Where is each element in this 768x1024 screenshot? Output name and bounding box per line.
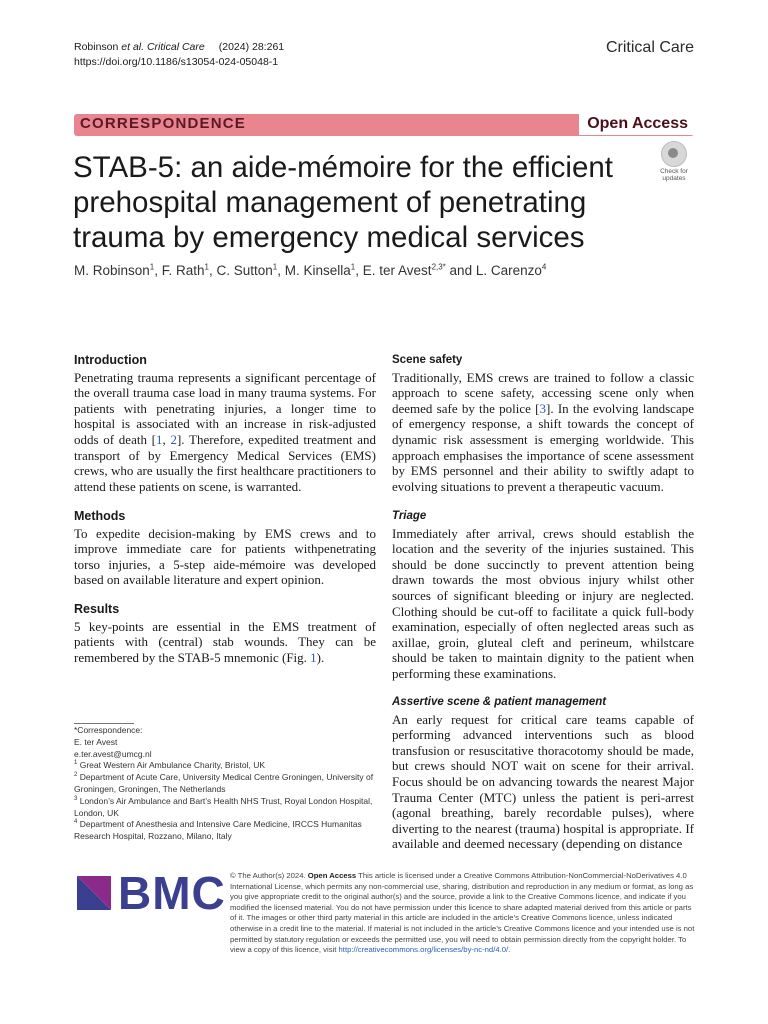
affiliation: $^1$ Great Western Air Ambulance Charity, Bristol, UK [74, 760, 266, 771]
section-heading: Triage [392, 510, 427, 522]
section-triage [392, 509, 694, 682]
article-type-label: CORRESPONDENCE [80, 115, 246, 132]
author-list: M. Robinson$^1$, F. Rath$^1$, C. Sutton$^1$, M. Kinsella$^1$, E. ter Avest$^{2,3*}$ and L. Carenzo$^4$ [74, 262, 547, 278]
open-access-label: Open Access [579, 113, 694, 135]
section-heading: Assertive scene & patient management [392, 696, 607, 708]
section-heading: Methods [74, 509, 126, 523]
section-heading: Introduction [74, 353, 147, 367]
author[interactable]: C. Sutton$^1$ [216, 262, 278, 278]
section-scene-safety [392, 353, 694, 494]
section-heading: Results [74, 602, 120, 616]
section-methods [74, 509, 376, 588]
citation-link[interactable]: 2 [170, 431, 177, 447]
section-results [74, 602, 376, 665]
email-link[interactable]: e.ter.avest@umcg.nl [74, 748, 152, 759]
bmc-logo-icon [77, 876, 111, 910]
running-header [74, 40, 284, 70]
section-assertive-management [392, 695, 694, 852]
citation: Robinson et al. Critical Care (2024) 28:261 [74, 41, 285, 53]
author[interactable]: L. Carenzo$^4$ [475, 262, 547, 278]
paragraph: Penetrating trauma represents a significant percentage of the overall trauma case load in many trauma systems. For patients with penetrating injuries, a longer time to hospital is associated with an increase in risk-adjusted odds of death [1, 2]. Therefore, expedited treatment and transport of by Emergency Medical Services (EMS) crews, who are usually the first healthcare practitioners to attend these patients on scene, is warranted. [74, 369, 376, 494]
doi-link[interactable]: https://doi.org/10.1186/s13054-024-05048-1 [74, 56, 279, 68]
correspondence-block: *Correspondence: E. ter Avest e.ter.avest@umcg.nl $^1$ Great Western Air Ambulance Charity, Bristol, UK $^2$ Department of Acute Care, University Medical Centre Groningen, University of Groningen, Groningen, The Netherlands $^3$ London’s Air Ambulance and Bart’s Health NHS Trust, Royal London Hospital, London, UK $^4$ Department of Anesthesia and Intensive Care Medicine, IRCCS Humanitas Research Hospital, Rozzano, Milano, Italy [74, 725, 374, 842]
citation-link[interactable]: 1 [155, 431, 163, 447]
license-text: © The Author(s) 2024. Open Access This article is licensed under a Creative Commons Attribution-NonCommercial-NoDerivatives 4.0 International License, which permits any non-commercial use, sharing, distribution and reproduction in any medium or format, as long as you give appropriate credit to the original author(s) and the source, provide a link to the Creative Commons licence, and indicate if you modified the licensed material. You do not have permission under this licence to share adapted material derived from this article or parts of it. The images or other third party material in this article are included in the article’s Creative Commons licence, unless indicated otherwise in a credit line to the material. If material is not included in the article’s Creative Commons licence and your intended use is not permitted by statutory regulation or exceeds the permitted use, you will need to obtain permission directly from the copyright holder. To view a copy of this licence, visit http://creativecommons.org/licenses/by-nc-nd/4.0/. [230, 871, 695, 955]
affiliation: $^3$ London’s Air Ambulance and Bart’s Health NHS Trust, Royal London Hospital, London, UK [74, 795, 373, 818]
license-link[interactable]: http://creativecommons.org/licenses/by-nc-nd/4.0/ [338, 945, 509, 955]
paragraph: To expedite decision-making by EMS crews and to improve immediate care for patients withpenetrating torso injuries, a 5-step aide-mémoire was developed based on available literature and expert opinion. [74, 525, 376, 588]
paragraph: 5 key-points are essential in the EMS treatment of patients with (central) stab wounds. They can be remembered by the STAB-5 mnemonic (Fig. 1). [74, 618, 376, 665]
section-heading: Scene safety [392, 354, 463, 366]
citation-link[interactable]: 3 [539, 400, 547, 416]
affiliation: $^2$ Department of Acute Care, University Medical Centre Groningen, University of Groningen, Groningen, The Netherlands [74, 772, 374, 794]
check-for-updates-badge[interactable]: Check for updates [654, 141, 694, 179]
paragraph: Immediately after arrival, crews should establish the location and the severity of the injuries sustained. This should be done succinctly to prevent attention being drawn towards the most obvious injury whilst other sources of significant bleeding or injury are neglected. Clothing should be cut-off to facilitate a quick full-body examination, especially of often neglected areas such as axillae, groin, gluteal cleft and perineum, whilstcare should be taken to maintain dignity to the patient when performing these examinations. [392, 525, 694, 681]
figure-link[interactable]: 1 [310, 649, 317, 665]
paragraph: Traditionally, EMS crews are trained to follow a classic approach to scene safety, accessing scene only when deemed safe by the police [3]. In the evolving landscape of emergency response, a shift towards the concept of dynamic risk assessment is emerging worldwide. This approach emphasises the importance of scene assessment by EMS personnel and their ability to swiftly adapt to evolving situations to prevent a therapeutic vacuum. [392, 369, 694, 494]
section-introduction [74, 353, 376, 494]
paragraph: An early request for critical care teams capable of performing advanced interventions such as blood transfusion or resuscitative thoracotomy should be made, but crews should NOT wait on scene for their arrival. Focus should be on advancing towards the nearest Major Trauma Center (MTC) unless the patient is peri-arrest (agonal breathing, barely recordable pulses), where diverting to the nearest (trauma) hospital is appropriate. If available and deemed necessary (depending on distance [392, 711, 694, 852]
author[interactable]: M. Robinson$^1$ [74, 262, 155, 278]
author[interactable]: F. Rath$^1$ [161, 262, 209, 278]
bmc-logo-text: BMC [118, 867, 226, 919]
article-title: STAB-5: an aide-mémoire for the efficient prehospital management of penetrating trauma by emergency medical services [73, 151, 613, 254]
affiliation: $^4$ Department of Anesthesia and Intensive Care Medicine, IRCCS Humanitas Research Hospital, Rozzano, Milano, Italy [74, 819, 362, 842]
author[interactable]: E. ter Avest$^{2,3*}$ [362, 262, 446, 278]
journal-name: Critical Care [605, 39, 694, 56]
author[interactable]: M. Kinsella$^1$ [284, 262, 356, 278]
check-updates-icon [661, 141, 687, 167]
footnote-rule [74, 723, 134, 724]
